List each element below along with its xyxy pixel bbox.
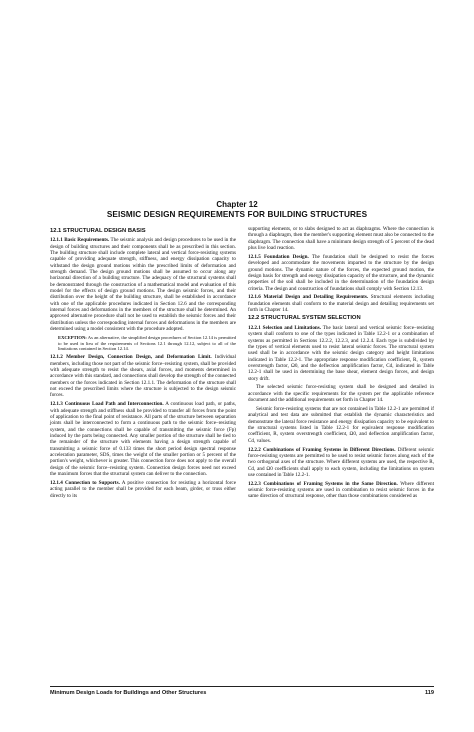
paragraph-body: Structural elements including foundation elements shall conform to the material design and detailing requirements set forth in Chapter 14. (248, 294, 434, 314)
paragraph-12-2-1 (248, 325, 434, 382)
paragraph-12-1-2 (50, 354, 236, 398)
right-column (248, 226, 434, 500)
paragraph-12-1-6 (248, 294, 434, 313)
subsection-heading: 12.1.5 Foundation Design. (248, 253, 309, 260)
paragraph-body: A continuous load path, or paths, with adequate strength and stiffness shall be provided to transfer all forces from the point of application to the final point of resistance. All parts of the structure between separation joints shall be interconnected to form a continuous path to the seismic force–resisting system, and the connections shall be capable of transmitting the seismic force (Fp) induced by the parts being connected. Any smaller portion of the structure shall be tied to the remainder of the structure with elements having a design strength capable of transmitting a seismic force of 0.133 times the short period design spectral response acceleration parameter, SDS, times the weight of the smaller portion or 5 percent of the portion's weight, whichever is greater. This connection force does not apply to the overall design of the seismic force–resisting system. Connection design forces need not exceed the maximum forces that the structural system can deliver to the connection. (50, 401, 237, 477)
paragraph-12-1-3 (50, 401, 236, 477)
paragraph-body: Where different seismic force-resisting systems are used in combination to resist seismic forces in the same direction of structural response, other than those combinations considered as (248, 480, 435, 500)
subsection-heading: 12.1.2 Member Design, Connection Design, and Deformation Limit. (50, 354, 212, 361)
paragraph-12-1-5 (248, 254, 434, 292)
chapter-title: SEISMIC DESIGN REQUIREMENTS FOR BUILDING STRUCTURES (106, 210, 368, 219)
exception-label: EXCEPTION: (58, 335, 87, 340)
paragraph-body: A positive connection for resisting a horizontal force acting parallel to the member shall be provided for each beam, girder, or truss either directly to its (50, 479, 236, 499)
subsection-heading: 12.1.4 Connection to Supports. (50, 479, 120, 486)
subsection-heading: 12.2.1 Selection and Limitations. (248, 324, 322, 331)
left-column (50, 228, 236, 499)
chapter-label: Chapter 12 (216, 200, 258, 209)
paragraph-body: The basic lateral and vertical seismic force–resisting system shall conform to one of the types indicated in Table 12.2-1 or a combination of systems as permitted in Sections 12.2.2, 12.2.3, and 12.2.4. Each type is subdivided by the types of vertical elements used to resist lateral seismic forces. The structural system used shall be in accordance with the seismic design category and height limitations indicated in Table 12.2-1. The appropriate response modification coefficient, R, system overstrength factor, Ω0, and the deflection amplification factor, Cd, indicated in Table 12.2-1 shall be used in determining the base shear, element design forces, and design story drift. (248, 324, 434, 382)
exception-body: As an alternative, the simplified design procedures of Section 12.14 is permitted to be used in lieu of the requirements of Sections 12.1 through 12.12, subject to all of the limitations contained in Section 12.14. (58, 335, 236, 352)
footer-publication-title: Minimum Design Loads for Buildings and Other Structures (50, 690, 207, 696)
page-number: 119 (424, 690, 434, 696)
paragraph-body: Different seismic force-resisting systems are permitted to be used to resist seismic forces along each of the two orthogonal axes of the structure. Where different systems are used, the respective R, Cd, and Ω0 coefficients shall apply to each system, including the limitations on system use contained in Table 12.2-1. (248, 446, 434, 478)
paragraph-body: The seismic analysis and design procedures to be used in the design of building structures and their components shall be as prescribed in this section. The building structure shall include complete lateral and vertical force-resisting systems capable of providing adequate strength, stiffness, and energy dissipation capacity to withstand the design ground motions within the prescribed limits of deformation and strength demand. The design ground motions shall be assumed to occur along any horizontal direction of a building structure. The adequacy of the structural systems shall be demonstrated through the construction of a mathematical model and evaluation of this model for the effects of design ground motions. The design seismic forces, and their distribution over the height of the building structure, shall be established in accordance with one of the applicable procedures indicated in Section 12.6 and the corresponding internal forces and deformations in the members of the structure shall be determined. An approved alternative procedure shall not be used to establish the seismic forces and their distribution unless the corresponding internal forces and deformations in the members are determined using a model consistent with the procedure adopted. (50, 237, 236, 333)
paragraph-continued: supporting elements, or to slabs designed to act as diaphragms. Where the connection is through a diaphragm, then the member's supporting element must also be connected to the diaphragm. The connection shall have a minimum design strength of 5 percent of the dead plus live load reaction. (248, 226, 434, 252)
paragraph-12-2-1-c: Seismic force-resisting systems that are not contained in Table 12.2-1 are permitted if analytical and test data are submitted that establish the dynamic characteristics and demonstrate the lateral force resistance and energy dissipation capacity to be equivalent to the structural systems listed in Table 12.2-1 for equivalent response modification coefficient, R, system overstrength coefficient, Ω0, and deflection amplification factor, Cd, values. (248, 405, 434, 444)
subsection-heading: 12.1.3 Continuous Load Path and Interconnection. (50, 401, 164, 408)
subsection-heading: 12.1.1 Basic Requirements. (50, 237, 110, 244)
subsection-heading: 12.2.2 Combinations of Framing Systems in Different Directions. (248, 446, 396, 453)
subsection-heading: 12.1.6 Material Design and Detailing Requirements. (248, 294, 369, 301)
paragraph-12-2-3 (248, 481, 434, 500)
subsection-heading: 12.2.3 Combinations of Framing Systems in the Same Direction. (248, 480, 398, 487)
exception-note (58, 335, 236, 352)
paragraph-body: The foundation shall be designed to resist the forces developed and accommodate the movements imparted to the structure by the design ground motions. The dynamic nature of the forces, the expected ground motion, the design basis for strength and energy dissipation capacity of the structure, and the dynamic properties of the soil shall be included in the determination of the foundation design criteria. The design and construction of foundations shall comply with Section 12.13. (248, 253, 434, 292)
section-heading-12-2: 12.2 STRUCTURAL SYSTEM SELECTION (248, 315, 361, 322)
paragraph-12-2-1-b: The selected seismic force-resisting system shall be designed and detailed in accordance with the specific requirements for the system per the applicable reference document and the additional requirements set forth in Chapter 14. (248, 384, 434, 404)
paragraph-12-2-2 (248, 447, 434, 479)
paragraph-body: Individual members, including those not part of the seismic force–resisting system, shall be provided with adequate strength to resist the shears, axial forces, and moments determined in accordance with this standard, and connections shall develop the strength of the connected members or the forces indicated in Section 12.1.1. The deformation of the structure shall not exceed the prescribed limits where the structure is subjected to the design seismic forces. (50, 354, 236, 399)
paragraph-12-1-1 (50, 237, 236, 332)
paragraph-12-1-4 (50, 480, 236, 499)
footer-divider (50, 686, 434, 687)
section-heading-12-1: 12.1 STRUCTURAL DESIGN BASIS (50, 228, 146, 234)
